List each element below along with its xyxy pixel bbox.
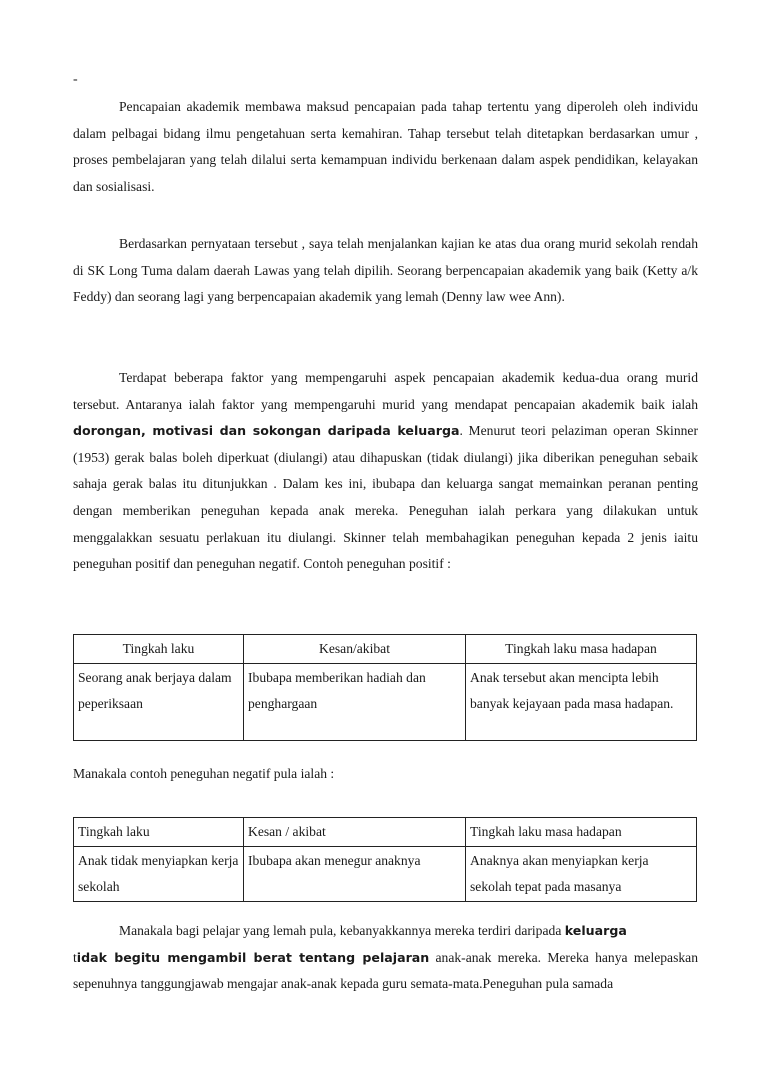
- table-row: [74, 663, 697, 740]
- table-row: [74, 846, 697, 901]
- paragraph-4: Manakala bagi pelajar yang lemah pula, kebanyakkannya mereka terdiri daripada keluarga tidak begitu mengambil berat tentang pelajaran anak-anak mereka. Mereka hanya melepaskan sepenuhnya tanggungjawab mengajar anak-anak kepada guru semata-mata.Peneguhan pula samada: [73, 923, 698, 992]
- table-cell: Seorang anak berjaya dalam peperiksaan: [74, 663, 244, 740]
- negative-intro-line: Manakala contoh peneguhan negatif pula ialah :: [73, 766, 335, 781]
- table-cell: Anak tidak menyiapkan kerja sekolah: [74, 846, 244, 901]
- leading-dash: -: [73, 72, 78, 87]
- table-header-row: [74, 818, 697, 847]
- negative-reinforcement-table: [73, 817, 697, 902]
- header-cell: Tingkah laku masa hadapan: [466, 818, 697, 847]
- table-cell: Ibubapa akan menegur anaknya: [244, 846, 466, 901]
- bold-phrase-keluarga-2: keluarga: [564, 923, 627, 938]
- positive-reinforcement-table: [73, 634, 697, 741]
- bold-phrase-pelajaran: idak begitu mengambil berat tentang pelajaran: [76, 949, 430, 965]
- bold-phrase-keluarga: dorongan, motivasi dan sokongan daripada keluarga: [73, 423, 460, 439]
- header-cell: Tingkah laku: [74, 635, 244, 664]
- header-cell: Tingkah laku masa hadapan: [466, 635, 697, 664]
- header-cell: Kesan/akibat: [244, 635, 466, 664]
- paragraph-2: Berdasarkan pernyataan tersebut , saya telah menjalankan kajian ke atas dua orang murid sekolah rendah di SK Long Tuma dalam daerah Lawas yang telah dipilih. Seorang berpencapaian akademik yang baik (Ketty a/k Feddy) dan seorang lagi yang berpencapaian akademik yang lemah (Denny law wee Ann).: [73, 236, 698, 305]
- table-header-row: [74, 635, 697, 664]
- table-cell: Anaknya akan menyiapkan kerja sekolah tepat pada masanya: [466, 846, 697, 901]
- table-cell: Ibubapa memberikan hadiah dan penghargaan: [244, 663, 466, 740]
- paragraph-3: Terdapat beberapa faktor yang mempengaruhi aspek pencapaian akademik kedua-dua orang murid tersebut. Antaranya ialah faktor yang mempengaruhi murid yang mendapat pencapaian akademik baik ialah dorongan, motivasi dan sokongan daripada keluarga. Menurut teori pelaziman operan Skinner (1953) gerak balas boleh diperkuat (diulangi) atau dihapuskan (tidak diulangi) jika diberikan peneguhan sebaik sahaja gerak balas itu ditunjukkan . Dalam kes ini, ibubapa dan keluarga sangat memainkan peranan penting dengan memberikan peneguhan kepada anak mereka. Peneguhan ialah perkara yang dilakukan untuk menggalakkan sesuatu perlakuan itu diulangi. Skinner telah membahagikan peneguhan kepada 2 jenis iaitu peneguhan positif dan peneguhan negatif. Contoh peneguhan positif :: [73, 370, 698, 572]
- table-cell: Anak tersebut akan mencipta lebih banyak kejayaan pada masa hadapan.: [466, 663, 697, 740]
- paragraph-1: Pencapaian akademik membawa maksud pencapaian pada tahap tertentu yang diperoleh oleh individu dalam pelbagai bidang ilmu pengetahuan serta kemahiran. Tahap tersebut telah ditetapkan berdasarkan umur , proses pembelajaran yang telah dilalui serta kemampuan individu berkenaan dalam aspek pendidikan, kelayakan dan sosialisasi.: [73, 99, 698, 194]
- header-cell: Tingkah laku: [74, 818, 244, 847]
- header-cell: Kesan / akibat: [244, 818, 466, 847]
